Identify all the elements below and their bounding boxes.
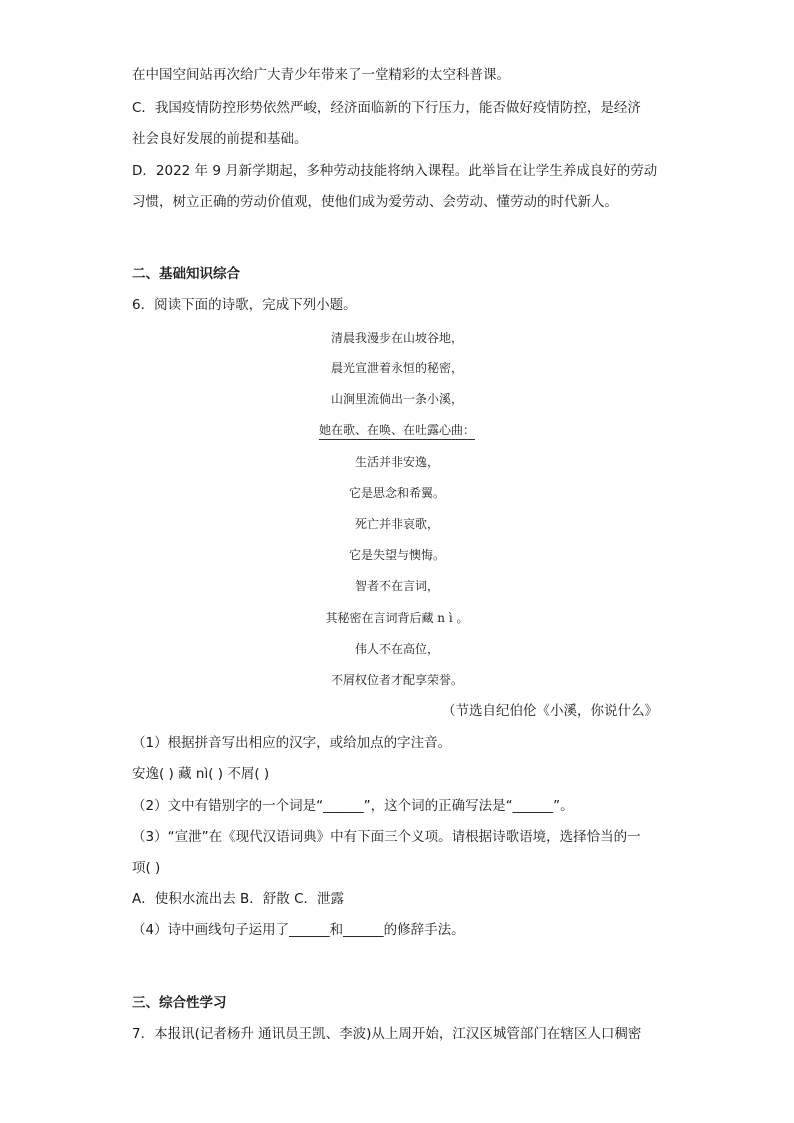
poem-line: 伟人不在高位， xyxy=(354,642,439,656)
question-7: 7．本报讯(记者杨升 通讯员王凯、李波)从上周开始，江汉区城管部门在辖区人口稠密 xyxy=(132,1026,642,1042)
poem-line: 其秘密在言词背后藏 n ì 。 xyxy=(325,611,469,625)
text-line: 在中国空间站再次给广大青少年带来了一堂精彩的太空科普课。 xyxy=(132,67,510,83)
poem-line: 智者不在言词， xyxy=(354,579,439,593)
question-6-1: （1）根据拼音写出相应的汉字，或给加点的字注音。 xyxy=(132,735,452,751)
question-6-2: （2）文中有错别字的一个词是“______”，这个词的正确写法是“______”。 xyxy=(132,798,574,814)
underlined-text: 她在歌、在唤、在吐露心曲： xyxy=(319,423,475,440)
poem-line: 它是失望与懊悔。 xyxy=(348,548,445,562)
poem-line: 它是思念和希翼。 xyxy=(348,486,445,500)
option-d-line1: D．2022 年 9 月新学期起，多种劳动技能将纳入课程。此举旨在让学生养成良好的劳动 xyxy=(132,163,658,179)
poem-line: 生活并非安逸， xyxy=(354,455,439,469)
poem-line: 晨光宣泄着永恒的秘密， xyxy=(330,361,463,375)
poem-line-underlined xyxy=(200,422,594,438)
question-6-4: （4）诗中画线句子运用了______和______的修辞手法。 xyxy=(132,922,465,938)
option-d-line2: 习惯，树立正确的劳动价值观，使他们成为爱劳动、会劳动、懂劳动的时代新人。 xyxy=(132,194,618,210)
poem-line: 清晨我漫步在山坡谷地， xyxy=(330,331,463,345)
section-heading-basic-knowledge: 二、基础知识综合 xyxy=(132,266,240,282)
question-6-3-line1: （3）“宣泄”在《现代汉语词典》中有下面三个义项。请根据诗歌语境，选择恰当的一 xyxy=(132,829,641,845)
poem-line: 不屑权位者才配享荣誉。 xyxy=(330,673,463,687)
option-c-line2: 社会良好发展的前提和基础。 xyxy=(132,131,308,147)
question-6-intro: 6．阅读下面的诗歌，完成下列小题。 xyxy=(132,297,357,313)
poem-source: （节选自纪伯伦《小溪，你说什么》 xyxy=(442,703,658,719)
question-6-3-options: A．使积水流出去 B．舒散 C．泄露 xyxy=(132,891,345,907)
question-6-1-blanks: 安逸( ) 藏 nì( ) 不屑( ) xyxy=(132,766,270,782)
poem-line: 死亡并非哀歌， xyxy=(354,517,439,531)
question-6-3-line2: 项( ) xyxy=(132,860,161,876)
section-heading-comprehensive: 三、综合性学习 xyxy=(132,995,227,1011)
poem-line: 山涧里流倘出一条小溪， xyxy=(330,392,463,406)
option-c-line1: C．我国疫情防控形势依然严峻，经济面临新的下行压力，能否做好疫情防控，是经济 xyxy=(132,100,641,116)
